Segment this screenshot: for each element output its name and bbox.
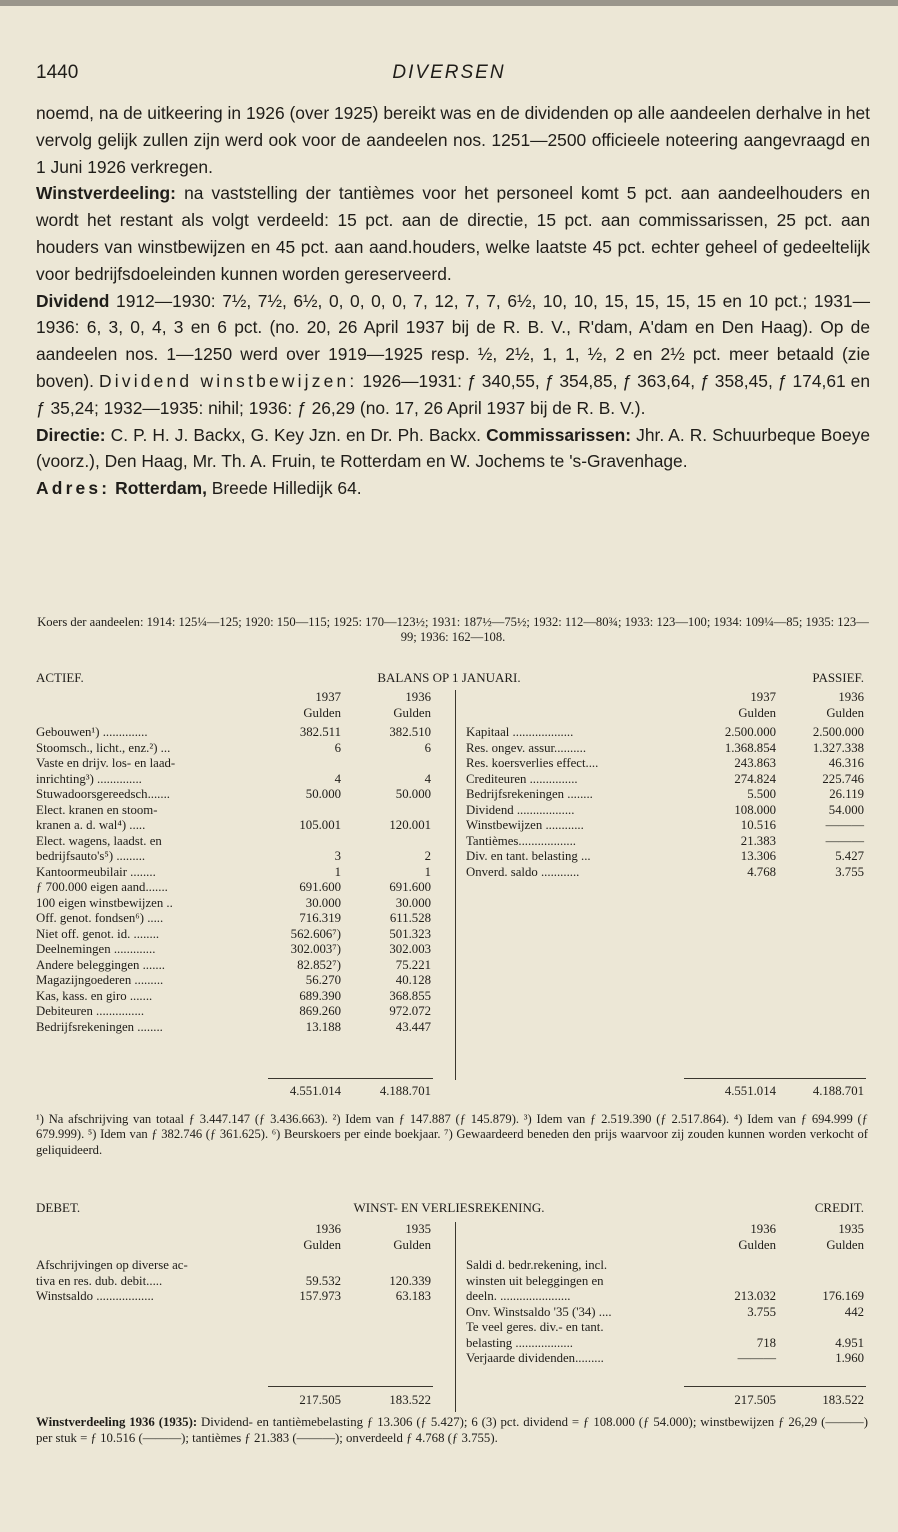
label-dividend-winstbewijzen: Dividend winstbewijzen: — [99, 370, 358, 391]
row-value-a: 30.000 — [305, 895, 341, 910]
table-row — [466, 803, 866, 819]
table-row — [36, 911, 436, 927]
winstverdeeling-1936 — [36, 1415, 868, 1446]
winstverdeeling-1936-label: Winstverdeeling 1936 (1935): — [36, 1415, 198, 1429]
table-row — [466, 741, 866, 757]
row-label: Stoomsch., licht., enz.²) ... — [36, 740, 171, 755]
row-value-b: 2.500.000 — [812, 725, 864, 739]
row-label: kranen a. d. wal⁴) ..... — [36, 818, 146, 832]
adres-text: Breede Hilledijk 64. — [206, 478, 362, 499]
row-value-a: 691.600 — [299, 880, 341, 894]
row-label: Afschrijvingen op diverse ac- — [36, 1258, 188, 1272]
debet-year-a: 1936 — [315, 1222, 341, 1236]
table-row — [466, 818, 866, 834]
row-value-a: 50.000 — [305, 787, 341, 801]
row-label: Verjaarde dividenden......... — [466, 1351, 604, 1365]
label-adres: Adres: — [36, 478, 111, 499]
row-value-a: 157.973 — [299, 1289, 341, 1303]
debet-unit-b: Gulden — [393, 1237, 431, 1252]
winst-divider — [455, 1222, 456, 1412]
row-value-a: 6 — [334, 740, 341, 755]
row-value-a: 4 — [334, 771, 341, 786]
row-value-a: 562.606⁷) — [290, 926, 341, 941]
row-label: Onv. Winstsaldo '35 ('34) .... — [466, 1304, 612, 1319]
row-value-b: 50.000 — [395, 787, 431, 801]
row-value-b: 43.447 — [395, 1019, 431, 1034]
row-label: Te veel geres. div.- en tant. — [466, 1320, 604, 1334]
debet-total-a: 217.505 — [299, 1393, 341, 1407]
row-value-b: 26.119 — [829, 787, 864, 801]
credit-total-b: 183.522 — [822, 1393, 864, 1407]
debet-table — [36, 1258, 436, 1305]
passief-year-a: 1937 — [750, 690, 776, 704]
row-label: tiva en res. dub. debit..... — [36, 1273, 163, 1288]
balans-title: BALANS OP 1 JANUARI. — [377, 670, 521, 685]
table-row — [466, 865, 866, 881]
row-label: Andere beleggingen ....... — [36, 957, 165, 972]
dividend-text: 1912—1930: 7½, 7½, 6½, 0, 0, 0, 0, 7, 12, 7, 7, 6½, 10, 10, 15, 15, 15, 15 en 10 pct.; 1931—1936: 6, 3, 0, 4, 3 en 6 pct. (no. 20, 26 April 1937 bij de R. B. V., R'dam, A'dam en Den Haag). Op de aandeelen nos. 1—1250 werd over 1919—1925 resp. ½, 2½, 1, 1, ½, 2 en 2½ pct. meer betaald (zie boven). — [36, 290, 870, 391]
row-value-a: 21.383 — [740, 833, 776, 848]
adres-city: Rotterdam, — [110, 478, 207, 499]
row-label: Dividend .................. — [466, 802, 575, 817]
row-value-a: 243.863 — [734, 756, 776, 770]
balans-actief-title: ACTIEF. — [36, 670, 84, 685]
table-row — [466, 725, 866, 741]
row-value-b: 972.072 — [389, 1004, 431, 1018]
row-value-a: 59.532 — [305, 1273, 341, 1288]
commissarissen-text: Jhr. A. R. Schuurbeque Boeye (voorz.), Den Haag, Mr. Th. A. Fruin, te Rotterdam en W. Jochems te 's-Gravenhage. — [36, 424, 870, 472]
table-row — [36, 772, 436, 788]
table-row — [36, 880, 436, 896]
row-label: Debiteuren ............... — [36, 1004, 145, 1018]
debet-total-rule — [268, 1386, 433, 1387]
actief-table — [36, 725, 436, 1035]
paragraph-intro-text: noemd, na de uitkeering in 1926 (over 1925) bereikt was en de dividenden op alle aandeelen derhalve in het vervolg gelijk zullen zijn werd ook voor de aandeelen nos. 1251—2500 officieele noteering aangevraagd en 1 Juni 1926 verkregen. — [36, 103, 870, 177]
table-row — [36, 1258, 436, 1274]
table-row — [466, 849, 866, 865]
row-label: Kas, kass. en giro ....... — [36, 988, 153, 1003]
credit-unit-a: Gulden — [738, 1237, 776, 1252]
row-value-b: 382.510 — [389, 725, 431, 739]
table-row — [466, 787, 866, 803]
row-label: Crediteuren ............... — [466, 771, 578, 786]
row-label: bedrijfsauto's⁵) ......... — [36, 849, 146, 863]
row-label: belasting .................. — [466, 1335, 573, 1350]
row-label: deeln. ...................... — [466, 1289, 571, 1303]
passief-unit-a: Gulden — [738, 705, 776, 720]
table-row — [36, 1289, 436, 1305]
passief-total-b: 4.188.701 — [812, 1084, 864, 1098]
actief-unit-b: Gulden — [393, 705, 431, 720]
table-row — [36, 803, 436, 819]
row-value-b: 40.128 — [395, 973, 431, 987]
row-value-b: 6 — [424, 740, 431, 755]
row-value-b: 225.746 — [822, 771, 864, 786]
winst-debet-title: DEBET. — [36, 1200, 81, 1215]
paragraph-intro — [36, 100, 870, 180]
balans-footnotes: ¹) Na afschrijving van totaal ƒ 3.447.147 (ƒ 3.436.663). ²) Idem van ƒ 147.887 (ƒ 145.879). ³) Idem van ƒ 2.519.390 (ƒ 2.517.864). ⁴) Idem van ƒ 694.999 (ƒ 679.999). ⁵) Idem van ƒ 382.746 (ƒ 361.625). ⁶) Beurskoers per einde boekjaar. ⁷) Gewaardeerd beneden den prijs waarvoor zij zouden kunnen worden verkocht of geliquideerd. — [36, 1112, 868, 1157]
table-row — [36, 849, 436, 865]
table-row — [466, 1289, 866, 1305]
row-label: Bedrijfsrekeningen ........ — [466, 787, 593, 801]
table-row — [36, 896, 436, 912]
row-label: Vaste en drijv. los- en laad- — [36, 756, 176, 770]
debet-unit-a: Gulden — [303, 1237, 341, 1252]
row-value-b: 1 — [424, 864, 431, 879]
passief-total — [466, 1084, 866, 1100]
row-value-b: 442 — [844, 1304, 864, 1319]
row-value-b: 691.600 — [389, 880, 431, 894]
row-value-a: 716.319 — [299, 911, 341, 925]
row-label: Div. en tant. belasting ... — [466, 849, 591, 863]
row-value-a: 105.001 — [299, 818, 341, 832]
label-directie: Directie: — [36, 424, 106, 445]
row-value-a: 4.768 — [747, 864, 776, 879]
row-label: Magazijngoederen ......... — [36, 973, 164, 987]
credit-table — [466, 1258, 866, 1367]
table-row — [36, 1020, 436, 1036]
row-value-b: 2 — [424, 849, 431, 863]
row-value-a: 56.270 — [305, 973, 341, 987]
debet-year-b: 1935 — [405, 1222, 431, 1236]
row-value-b: ——— — [825, 833, 864, 848]
passief-unit-b: Gulden — [826, 705, 864, 720]
winstverdeeling-text: na vaststelling der tantièmes voor het personeel komt 5 pct. aan aandeelhouders en wordt het restant als volgt verdeeld: 15 pct. aan de directie, 15 pct. aan commissarissen, 25 pct. aan houders van winstbewijzen en 45 pct. aan aand.houders, welke laatste 45 pct. echter geheel of gedeeltelijk voor bedrijfsdoeleinden kunnen worden gereserveerd. — [36, 183, 870, 284]
row-value-b: 120.339 — [389, 1273, 431, 1288]
row-label: Elect. wagens, laadst. en — [36, 833, 162, 848]
row-value-a: 718 — [756, 1335, 776, 1350]
row-label: inrichting³) .............. — [36, 771, 142, 786]
row-value-b: 368.855 — [389, 988, 431, 1003]
row-label: Bedrijfsrekeningen ........ — [36, 1019, 163, 1034]
row-value-b: 176.169 — [822, 1289, 864, 1303]
row-label: Off. genot. fondsen⁶) ..... — [36, 911, 164, 925]
debet-header — [36, 1222, 436, 1253]
paragraph-directie — [36, 422, 870, 476]
row-value-a: 1.368.854 — [724, 740, 776, 755]
row-value-b: 46.316 — [828, 756, 864, 770]
paragraph-winstverdeeling — [36, 180, 870, 287]
page-number: 1440 — [36, 62, 79, 83]
page-title: DIVERSEN — [392, 62, 506, 83]
table-row — [36, 725, 436, 741]
passief-header — [466, 690, 866, 721]
row-value-a: 2.500.000 — [724, 725, 776, 739]
row-value-b: 501.323 — [389, 926, 431, 941]
row-label: Niet off. genot. id. ........ — [36, 926, 160, 941]
credit-year-a: 1936 — [750, 1222, 776, 1236]
passief-year-b: 1936 — [838, 690, 864, 704]
winst-title: WINST- EN VERLIESREKENING. — [353, 1200, 545, 1215]
label-commissarissen: Commissarissen: — [486, 424, 632, 445]
table-row — [466, 756, 866, 772]
actief-total-rule — [268, 1078, 433, 1079]
winstverdeeling-1936-text: Dividend- en tantièmebelasting ƒ 13.306 (ƒ 5.427); 6 (3) pct. dividend = ƒ 108.000 (ƒ 54.000); winstbewijzen ƒ 26,29 (———) per stuk = ƒ 10.516 (———); tantièmes ƒ 21.383 (———); onverdeeld ƒ 4.768 (ƒ 3.755). — [36, 1415, 868, 1445]
row-label: winsten uit beleggingen en — [466, 1273, 604, 1288]
scan-edge — [0, 0, 898, 6]
row-value-b: 63.183 — [395, 1289, 431, 1303]
row-value-b: 120.001 — [389, 818, 431, 832]
row-value-a: 82.852⁷) — [297, 957, 341, 972]
row-value-b: 54.000 — [828, 802, 864, 817]
directie-text: C. P. H. J. Backx, G. Key Jzn. en Dr. Ph. Backx. — [105, 424, 487, 445]
row-value-a: 3.755 — [747, 1304, 776, 1319]
debet-total-b: 183.522 — [389, 1393, 431, 1407]
table-row — [36, 1274, 436, 1290]
actief-year-a: 1937 — [315, 690, 341, 704]
row-value-a: 213.032 — [734, 1289, 776, 1303]
row-value-b: 1.960 — [835, 1351, 864, 1365]
running-header — [36, 62, 862, 88]
row-label: Onverd. saldo ............ — [466, 864, 580, 879]
credit-total-a: 217.505 — [734, 1393, 776, 1407]
row-value-b: 611.528 — [389, 911, 431, 925]
table-row — [36, 927, 436, 943]
row-value-a: 382.511 — [299, 725, 341, 739]
paragraph-dividend — [36, 288, 870, 422]
row-label: Tantièmes.................. — [466, 833, 576, 848]
balans-divider — [455, 690, 456, 1080]
row-label: Deelnemingen ............. — [36, 942, 156, 956]
row-label: Gebouwen¹) .............. — [36, 725, 148, 739]
row-label: Elect. kranen en stoom- — [36, 802, 158, 817]
row-label: Saldi d. bedr.rekening, incl. — [466, 1258, 608, 1272]
row-value-b: 1.327.338 — [812, 740, 864, 755]
table-row — [466, 834, 866, 850]
label-winstverdeeling: Winstverdeeling: — [36, 183, 176, 204]
row-label: Winstsaldo .................. — [36, 1289, 154, 1303]
table-row — [466, 1336, 866, 1352]
row-label: Kapitaal ................... — [466, 725, 574, 739]
row-value-a: 302.003⁷) — [290, 942, 341, 956]
row-value-a: 13.306 — [740, 849, 776, 863]
table-row — [36, 787, 436, 803]
table-row — [466, 1258, 866, 1274]
row-value-a: 13.188 — [305, 1019, 341, 1034]
winst-credit-title: CREDIT. — [814, 1200, 864, 1215]
credit-total — [466, 1393, 866, 1409]
row-label: Winstbewijzen ............ — [466, 818, 584, 832]
row-value-a: 10.516 — [740, 818, 776, 832]
row-value-b: ——— — [825, 818, 864, 832]
table-row — [466, 1320, 866, 1336]
row-value-a: 869.260 — [299, 1004, 341, 1018]
table-row — [36, 741, 436, 757]
actief-total-a: 4.551.014 — [289, 1084, 341, 1098]
table-row — [36, 973, 436, 989]
row-label: Res. ongev. assur.......... — [466, 740, 587, 755]
row-value-a: 3 — [334, 849, 341, 863]
table-row — [36, 865, 436, 881]
row-value-b: 4 — [424, 771, 431, 786]
actief-unit-a: Gulden — [303, 705, 341, 720]
balans-passief-title: PASSIEF. — [812, 670, 864, 685]
table-row — [36, 989, 436, 1005]
row-label: ƒ 700.000 eigen aand....... — [36, 880, 168, 894]
row-label: 100 eigen winstbewijzen .. — [36, 895, 173, 910]
credit-unit-b: Gulden — [826, 1237, 864, 1252]
row-value-a: 108.000 — [734, 802, 776, 817]
row-value-b: 3.755 — [835, 864, 864, 879]
row-value-b: 30.000 — [395, 895, 431, 910]
koers-aandeelen: Koers der aandeelen: 1914: 125¼—125; 1920: 150—115; 1925: 170—123½; 1931: 187½—75½; 1932: 112—80¾; 1933: 123—100; 1934: 109¼—85; 1935: 123—99; 1936: 162—108. — [37, 615, 869, 645]
row-value-b: 302.003 — [389, 942, 431, 956]
row-label: Kantoormeubilair ........ — [36, 864, 156, 879]
table-row — [36, 756, 436, 772]
table-row — [36, 818, 436, 834]
row-value-a: 689.390 — [299, 988, 341, 1003]
actief-total — [36, 1084, 436, 1100]
actief-year-b: 1936 — [405, 690, 431, 704]
passief-total-a: 4.551.014 — [724, 1084, 776, 1098]
row-value-a: 5.500 — [747, 787, 776, 801]
table-row — [36, 1004, 436, 1020]
paragraph-adres — [36, 475, 870, 502]
row-label: Stuwadoorsgereedsch....... — [36, 787, 170, 801]
row-value-b: 5.427 — [835, 849, 864, 863]
row-value-b: 4.951 — [835, 1335, 864, 1350]
debet-total — [36, 1393, 436, 1409]
table-row — [466, 1351, 866, 1367]
credit-header — [466, 1222, 866, 1253]
row-value-a: 1 — [334, 864, 341, 879]
table-row — [466, 1305, 866, 1321]
table-row — [36, 834, 436, 850]
table-row — [36, 942, 436, 958]
credit-total-rule — [684, 1386, 866, 1387]
table-row — [466, 772, 866, 788]
main-text — [36, 100, 870, 502]
actief-total-b: 4.188.701 — [379, 1084, 431, 1098]
row-value-a: ——— — [737, 1351, 776, 1365]
passief-total-rule — [684, 1078, 866, 1079]
table-row — [36, 958, 436, 974]
row-value-b: 75.221 — [395, 957, 431, 972]
row-value-a: 274.824 — [734, 771, 776, 786]
dividend-winstbewijzen-text: 1926—1931: ƒ 340,55, ƒ 354,85, ƒ 363,64, ƒ 358,45, ƒ 174,61 en ƒ 35,24; 1932—1935: nihil; 1936: ƒ 26,29 (no. 17, 26 April 1937 bij de R. B. V.). — [36, 370, 871, 418]
credit-year-b: 1935 — [838, 1222, 864, 1236]
label-dividend: Dividend — [36, 290, 110, 311]
actief-header — [36, 690, 436, 721]
passief-table — [466, 725, 866, 880]
table-row — [466, 1274, 866, 1290]
row-label: Res. koersverlies effect.... — [466, 756, 599, 770]
